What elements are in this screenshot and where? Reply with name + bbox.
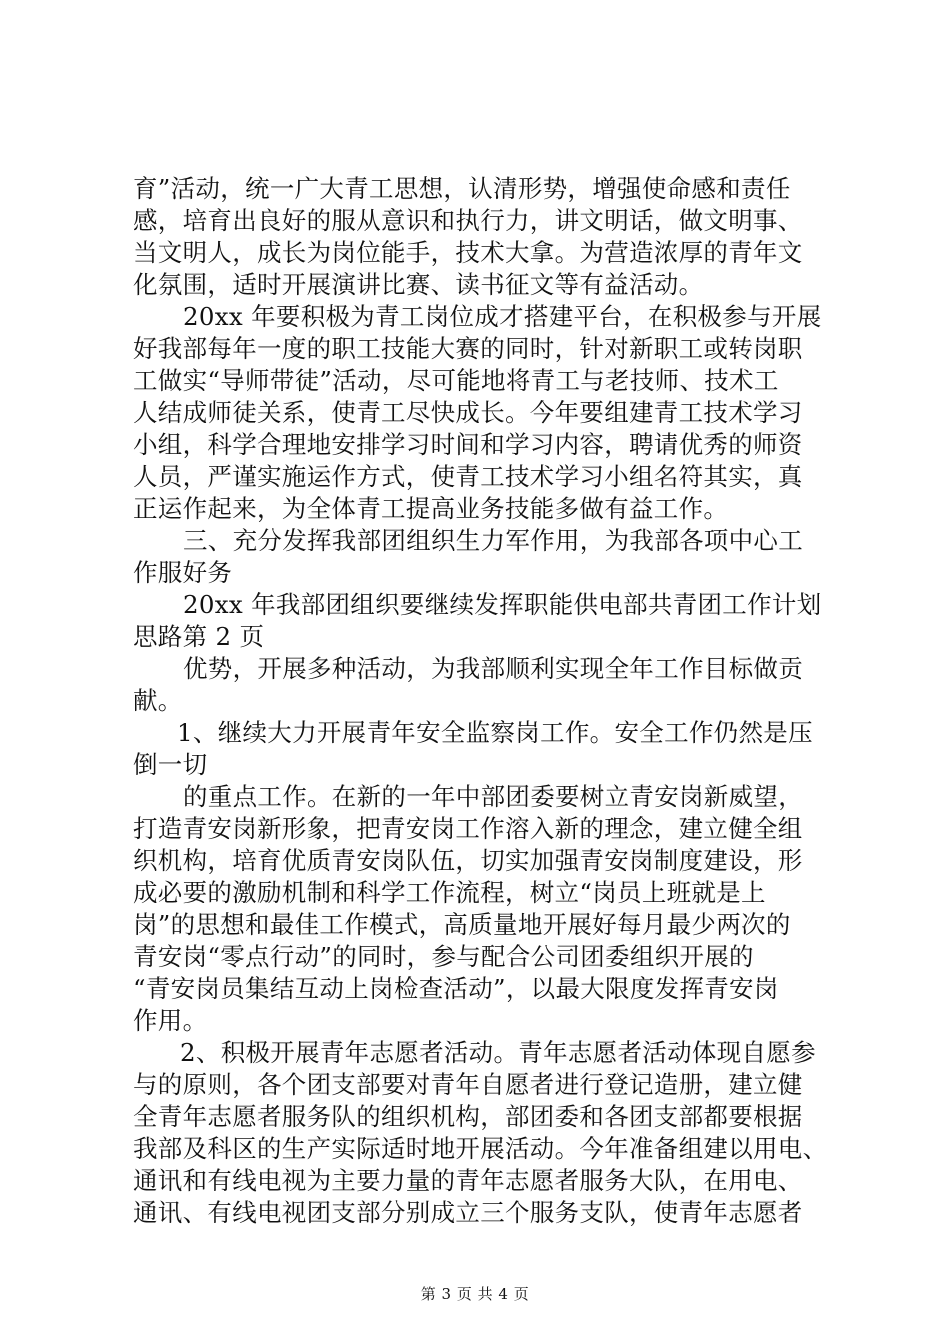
text-line: “青安岗员集结互动上岗检查活动”，以最大限度发挥青安岗 bbox=[133, 974, 779, 1003]
text-line: 工做实“导师带徒”活动，尽可能地将青工与老技师、技术工 bbox=[133, 366, 779, 395]
text-line: 好我部每年一度的职工技能大赛的同时，针对新职工或转岗职 bbox=[133, 334, 803, 363]
text-line: 通讯、有线电视团支部分别成立三个服务支队，使青年志愿者 bbox=[133, 1198, 803, 1227]
text-line: 作用。 bbox=[133, 1006, 208, 1035]
text-line: 人结成师徒关系，使青工尽快成长。今年要组建青工技术学习 bbox=[133, 398, 803, 427]
text-line: 小组，科学合理地安排学习时间和学习内容，聘请优秀的师资 bbox=[133, 430, 803, 459]
text-line: 青安岗“零点行动”的同时，参与配合公司团委组织开展的 bbox=[133, 942, 754, 971]
text-line: 岗”的思想和最佳工作模式，高质量地开展好每月最少两次的 bbox=[133, 910, 791, 939]
text-line: 20xx 年我部团组织要继续发挥职能供电部共青团工作计划 bbox=[183, 590, 822, 619]
text-line: 育”活动，统一广大青工思想，认清形势，增强使命感和责任 bbox=[133, 174, 791, 203]
text-line: 的重点工作。在新的一年中部团委要树立青安岗新威望， bbox=[183, 782, 803, 811]
section-heading: 三、充分发挥我部团组织生力军作用，为我部各项中心工 bbox=[183, 526, 803, 555]
text-line: 化氛围，适时开展演讲比赛、读书征文等有益活动。 bbox=[133, 270, 704, 299]
text-line: 人员，严谨实施运作方式，使青工技术学习小组名符其实，真 bbox=[133, 462, 803, 491]
text-line: 献。 bbox=[133, 686, 183, 715]
text-line: 与的原则，各个团支部要对青年自愿者进行登记造册，建立健 bbox=[133, 1070, 803, 1099]
text-line: 正运作起来，为全体青工提高业务技能多做有益工作。 bbox=[133, 494, 729, 523]
text-line: 我部及科区的生产实际适时地开展活动。今年准备组建以用电、 bbox=[133, 1134, 828, 1163]
text-line: 当文明人，成长为岗位能手，技术大拿。为营造浓厚的青年文 bbox=[133, 238, 803, 267]
document-body bbox=[133, 173, 833, 1229]
text-line: 成必要的激励机制和科学工作流程，树立“岗员上班就是上 bbox=[133, 878, 766, 907]
text-line: 优势，开展多种活动，为我部顺利实现全年工作目标做贡 bbox=[183, 654, 803, 683]
page-number-footer: 第 3 页 共 4 页 bbox=[420, 1285, 530, 1303]
text-line: 感，培育出良好的服从意识和执行力，讲文明话，做文明事、 bbox=[133, 206, 803, 235]
text-line: 织机构，培育优质青安岗队伍，切实加强青安岗制度建设，形 bbox=[133, 846, 803, 875]
section-heading: 作服好务 bbox=[133, 558, 233, 587]
text-line: 1、继续大力开展青年安全监察岗工作。安全工作仍然是压 bbox=[177, 718, 813, 747]
text-line: 倒一切 bbox=[133, 750, 208, 779]
text-line: 全青年志愿者服务队的组织机构，部团委和各团支部都要根据 bbox=[133, 1102, 803, 1131]
text-line: 思路第 2 页 bbox=[133, 622, 265, 651]
text-line: 打造青安岗新形象，把青安岗工作溶入新的理念，建立健全组 bbox=[133, 814, 803, 843]
text-line: 通讯和有线电视为主要力量的青年志愿者服务大队，在用电、 bbox=[133, 1166, 803, 1195]
text-line: 2、积极开展青年志愿者活动。青年志愿者活动体现自愿参 bbox=[180, 1038, 816, 1067]
text-line: 20xx 年要积极为青工岗位成才搭建平台，在积极参与开展 bbox=[183, 302, 822, 331]
